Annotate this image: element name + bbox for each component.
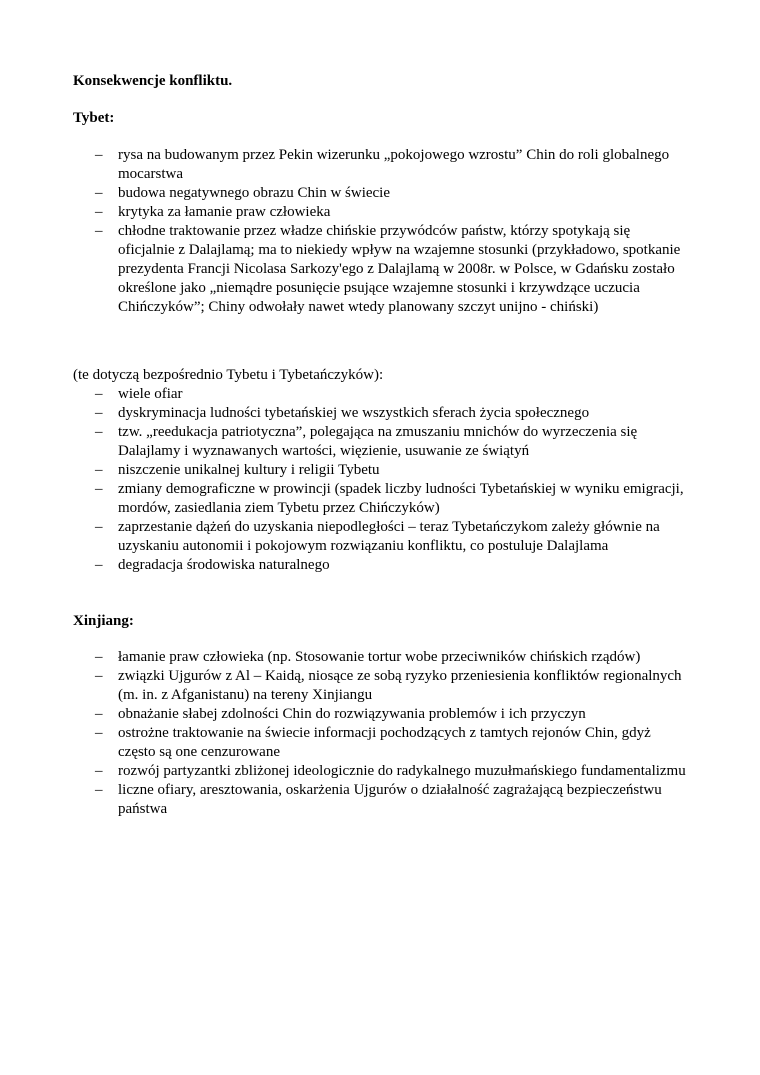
dash-bullet: –	[95, 706, 103, 722]
dash-bullet: –	[95, 204, 103, 220]
list-item-text: zaprzestanie dążeń do uzyskania niepodległości – teraz Tybetańczykom zależy głównie na uzyskaniu autonomii i pokojowym rozwiązaniu konfliktu, co postuluje Dalajlama	[118, 519, 660, 554]
list-item	[0, 667, 760, 705]
dash-bullet: –	[95, 649, 103, 665]
list-item	[0, 404, 760, 423]
list-item	[0, 705, 760, 724]
list-item-text: łamanie praw człowieka (np. Stosowanie tortur wobe przeciwników chińskich rządów)	[118, 649, 641, 665]
dash-bullet: –	[95, 386, 103, 402]
list-item-text: liczne ofiary, aresztowania, oskarżenia Ujgurów o działalność zagrażającą bezpieczeństwu państwa	[118, 782, 662, 817]
list-item	[0, 781, 760, 819]
list-item-text: wiele ofiar	[118, 386, 183, 402]
dash-bullet: –	[95, 481, 103, 497]
list-item	[0, 423, 760, 461]
list-item	[0, 146, 760, 184]
list-item-text: chłodne traktowanie przez władze chińskie przywódców państw, którzy spotykają się oficjalnie z Dalajlamą; ma to niekiedy wpływ na wzajemne stosunki (przykładowo, spotkanie prezydenta Francji Nicolasa Sarkozy'ego z Dalajlamą w 2008r. w Polsce, w Gdańsku zostało określone jako „niemądre posunięcie psujące wzajemne stosunki i krzywdzące uczucia Chińczyków”; Chiny odwołały nawet wtedy planowany szczyt unijno - chiński)	[118, 223, 681, 315]
list-item	[0, 222, 760, 317]
list-item	[0, 724, 760, 762]
list-item	[0, 648, 760, 667]
list-item-text: ostrożne traktowanie na świecie informacji pochodzących z tamtych rejonów Chin, gdyż często są one cenzurowane	[118, 725, 651, 760]
dash-bullet: –	[95, 557, 103, 573]
list-item-text: degradacja środowiska naturalnego	[118, 557, 330, 573]
list-item-text: niszczenie unikalnej kultury i religii Tybetu	[118, 462, 380, 478]
dash-bullet: –	[95, 725, 103, 741]
dash-bullet: –	[95, 223, 103, 239]
list-item	[0, 480, 760, 518]
list-item	[0, 461, 760, 480]
list-item	[0, 762, 760, 781]
list-item-text: rysa na budowanym przez Pekin wizerunku „pokojowego wzrostu” Chin do roli globalnego mocarstwa	[118, 147, 670, 182]
list-item-text: rozwój partyzantki zbliżonej ideologicznie do radykalnego muzułmańskiego fundamentalizmu	[118, 763, 686, 779]
dash-bullet: –	[95, 782, 103, 798]
dash-bullet: –	[95, 405, 103, 421]
list-item	[0, 203, 760, 222]
list-item-text: obnażanie słabej zdolności Chin do rozwiązywania problemów i ich przyczyn	[118, 706, 586, 722]
dash-bullet: –	[95, 147, 103, 163]
list-item-text: związki Ujgurów z Al – Kaidą, niosące ze sobą ryzyko przeniesienia konfliktów regionalnych (m. in. z Afganistanu) na tereny Xinjiangu	[118, 668, 682, 703]
list-item	[0, 385, 760, 404]
dash-bullet: –	[95, 763, 103, 779]
dash-bullet: –	[95, 185, 103, 201]
list-item-text: dyskryminacja ludności tybetańskiej we wszystkich sferach życia społecznego	[118, 405, 590, 421]
xinjiang-list	[0, 648, 760, 819]
list-item-text: krytyka za łamanie praw człowieka	[118, 204, 331, 220]
list-item	[0, 184, 760, 203]
document-title: Konsekwencje konfliktu.	[73, 73, 233, 89]
tybet-heading: Tybet:	[73, 110, 115, 126]
tybetanczycy-intro: (te dotyczą bezpośrednio Tybetu i Tybetańczyków):	[73, 367, 384, 383]
list-item	[0, 556, 760, 575]
dash-bullet: –	[95, 519, 103, 535]
list-item-text: tzw. „reedukacja patriotyczna”, polegająca na zmuszaniu mnichów do wyrzeczenia się Dalajlamy i wyznawanych wartości, więzienie, usuwanie ze świątyń	[118, 424, 638, 459]
tybet-list	[0, 146, 760, 317]
list-item	[0, 518, 760, 556]
list-item-text: zmiany demograficzne w prowincji (spadek liczby ludności Tybetańskiej w wyniku emigracji, mordów, zasiedlania ziem Tybetu przez Chińczyków)	[118, 481, 684, 516]
xinjiang-heading: Xinjiang:	[73, 613, 134, 629]
dash-bullet: –	[95, 462, 103, 478]
dash-bullet: –	[95, 424, 103, 440]
tybetanczycy-list	[0, 385, 760, 575]
list-item-text: budowa negatywnego obrazu Chin w świecie	[118, 185, 391, 201]
dash-bullet: –	[95, 668, 103, 684]
